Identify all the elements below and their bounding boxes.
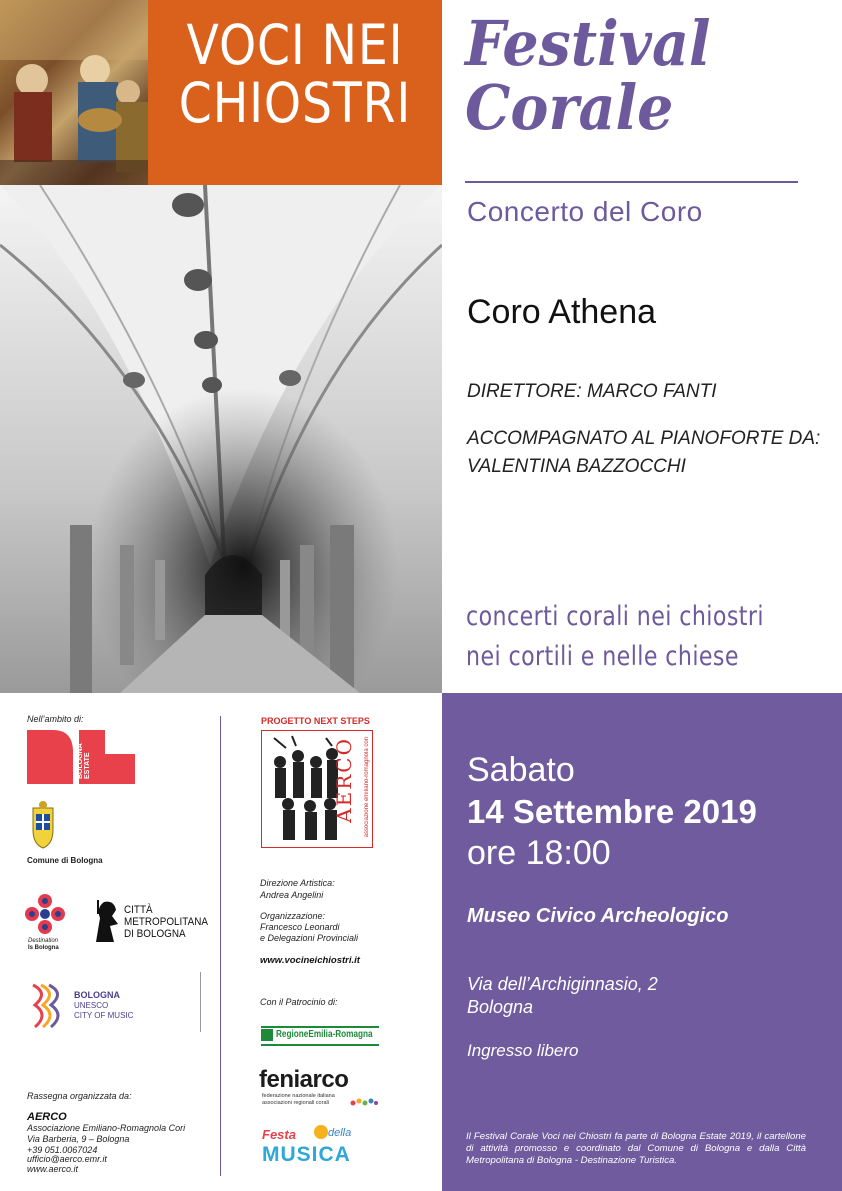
festival-name: VOCI NEI CHIOSTRI	[178, 13, 412, 135]
tagline-line-1: concerti corali nei chiostri	[466, 601, 764, 632]
event-address-2: Bologna	[467, 997, 534, 1017]
event-address-1: Via dell’Archiginnasio, 2	[467, 974, 658, 994]
comune-crest-icon	[27, 800, 59, 850]
title-divider	[465, 181, 798, 183]
regione-label: RegioneEmilia-Romagna	[276, 1029, 373, 1040]
bologna-estate-text: BOLOGNA ESTATE	[77, 743, 91, 779]
della-label: della	[328, 1127, 352, 1139]
festa-musica-logo	[262, 1125, 354, 1171]
choir-name: Coro Athena	[467, 293, 657, 331]
accompanist-label: ACCOMPAGNATO AL PIANOFORTE DA:	[467, 428, 821, 449]
regione-flag-icon	[261, 1029, 273, 1041]
event-date: 14 Settembre 2019	[467, 793, 757, 830]
festival-title: Festival Corale	[465, 7, 711, 144]
fresco-image	[0, 0, 148, 185]
entry-info: Ingresso libero	[467, 1041, 579, 1060]
comune-label: Comune di Bologna	[27, 856, 103, 865]
patronage-label: Con il Patrocinio di:	[260, 997, 338, 1007]
column-divider	[220, 716, 221, 1176]
citta-metro-label: CITTÀ METROPOLITANA DI BOLOGNA	[124, 904, 208, 940]
sun-icon	[314, 1125, 328, 1139]
organizer-phone: +39 051.0067024	[27, 1145, 98, 1155]
organizer-email[interactable]: ufficio@aerco.emr.it	[27, 1154, 107, 1164]
context-label: Nell’ambito di:	[27, 714, 84, 724]
artistic-label: Direzione Artistica:	[260, 878, 335, 888]
citta-metro-lion-icon	[92, 898, 120, 944]
director: DIRETTORE: MARCO FANTI	[467, 381, 717, 402]
festival-footnote: Il Festival Corale Voci nei Chiostri fa parte di Bologna Estate 2019, il cartellone di attività promosso e coordinato dal Comune di Bologna e dalla Città Metropolitana di Bologna - Destinazione Turistica.	[466, 1131, 806, 1166]
regione-er-logo	[261, 1026, 379, 1046]
feniarco-logo: feniarco	[259, 1066, 349, 1093]
organizer-name: AERCO	[27, 1111, 67, 1123]
destination-label-b: Is Bologna	[28, 945, 59, 951]
unesco-divider	[200, 972, 201, 1032]
aerco-logo	[261, 730, 373, 848]
organization-names-2: e Delegazioni Provinciali	[260, 933, 359, 943]
event-venue: Museo Civico Archeologico	[467, 905, 729, 927]
organizer-address: Via Barberia, 9 – Bologna	[27, 1134, 130, 1144]
feniarco-subtitle-2: associazioni regionali corali	[262, 1100, 329, 1106]
organizer-website[interactable]: www.aerco.it	[27, 1164, 79, 1174]
festival-website[interactable]: www.vocineichiostri.it	[260, 955, 360, 966]
aerco-logo-text: AERCO	[332, 737, 356, 823]
cloister-photo	[0, 185, 442, 693]
feniarco-dots-icon	[350, 1094, 378, 1106]
project-label: PROGETTO NEXT STEPS	[261, 716, 370, 726]
aerco-logo-subtext: associazione emiliano-romagnola cori	[364, 737, 370, 838]
event-day: Sabato	[467, 751, 575, 789]
unesco-label-1: BOLOGNA	[74, 990, 120, 1000]
organizer-full: Associazione Emiliano-Romagnola Cori	[27, 1123, 186, 1133]
artistic-name: Andrea Angelini	[260, 890, 324, 900]
unesco-music-logo	[29, 983, 65, 1029]
festa-label: Festa	[262, 1127, 296, 1142]
organized-label: Rassegna organizzata da:	[27, 1091, 132, 1101]
feniarco-subtitle-1: federazione nazionale italiana	[262, 1093, 335, 1099]
organization-names-1: Francesco Leonardi	[260, 922, 340, 932]
organization-label: Organizzazione:	[260, 911, 326, 921]
accompanist-name: VALENTINA BAZZOCCHI	[467, 456, 686, 477]
unesco-label-2: UNESCO	[74, 1001, 109, 1010]
event-time: ore 18:00	[467, 834, 611, 872]
destination-label-a: Destination	[28, 938, 59, 944]
concert-subtitle: Concerto del Coro	[467, 196, 703, 227]
destination-bologna-logo	[24, 893, 66, 935]
tagline-line-2: nei cortili e nelle chiese	[466, 641, 739, 672]
unesco-label-3: CITY OF MUSIC	[74, 1011, 134, 1020]
musica-label: MUSICA	[262, 1143, 351, 1166]
